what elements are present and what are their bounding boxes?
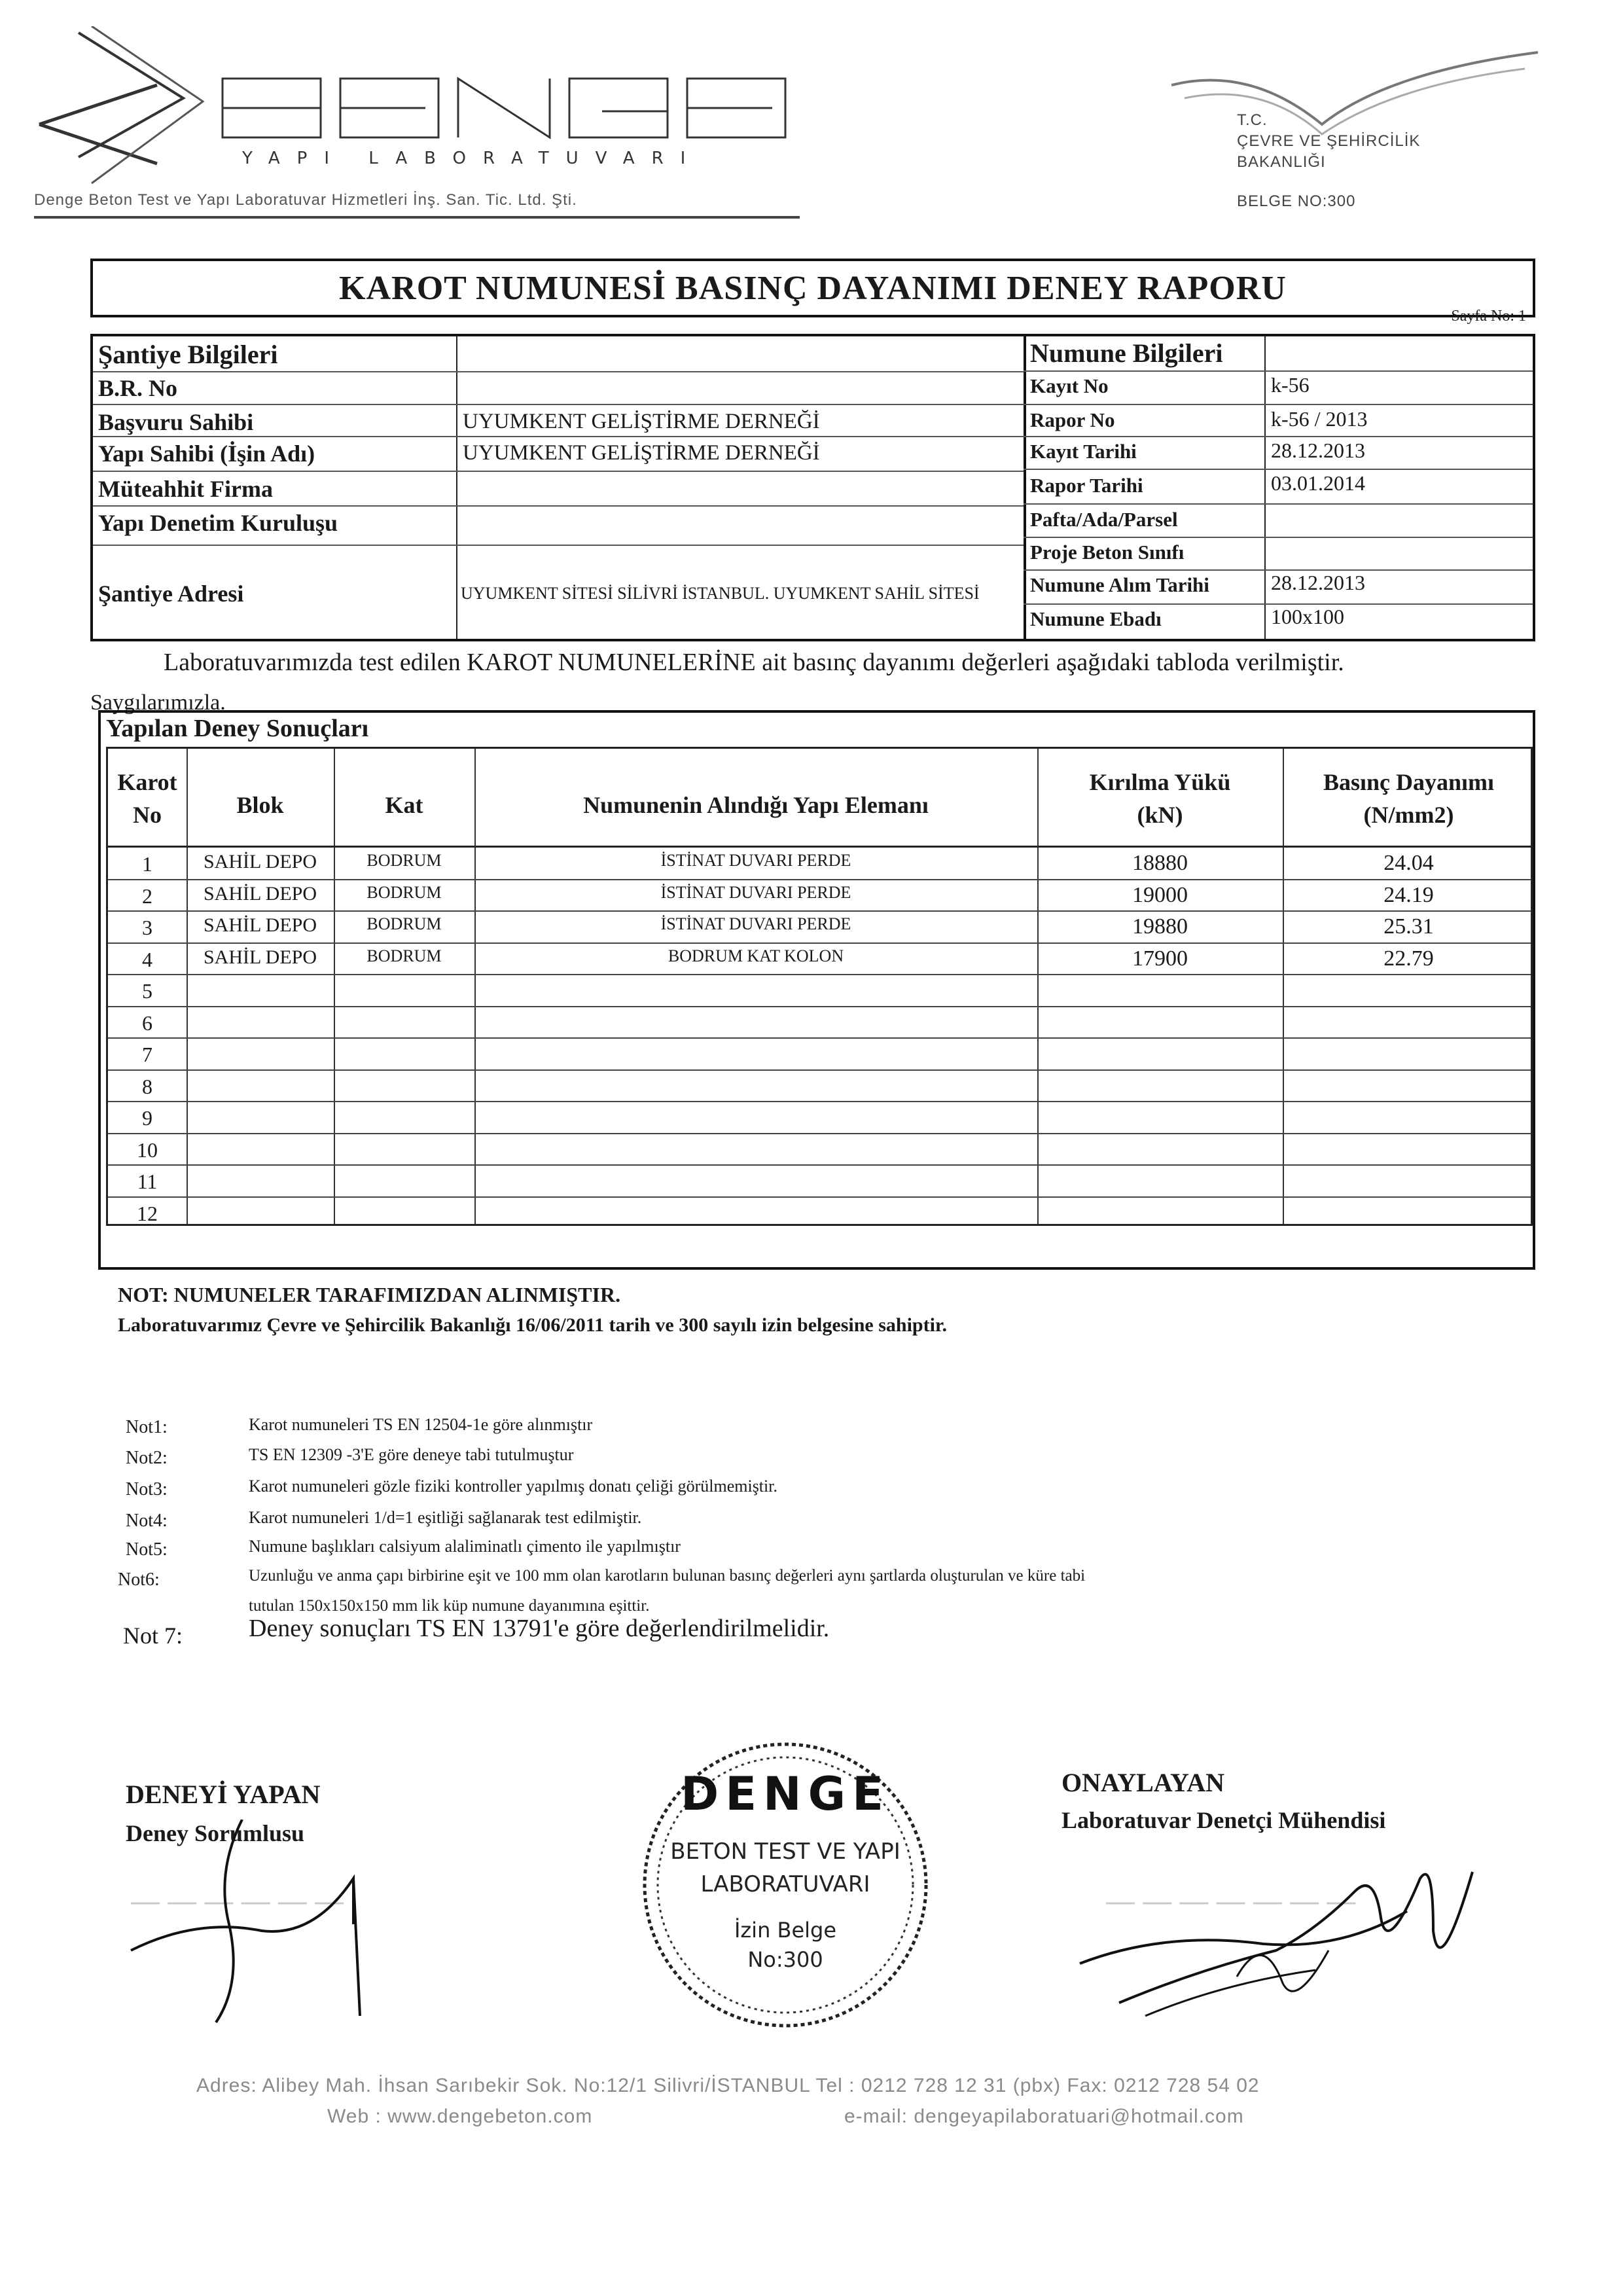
- tester-signature: [118, 1820, 406, 2029]
- site-label: Şantiye Adresi: [98, 581, 244, 607]
- row-line: [108, 974, 1531, 975]
- row-number: 7: [142, 1043, 152, 1066]
- row-number: 11: [137, 1170, 158, 1193]
- row-line: [108, 1133, 1531, 1134]
- cell-load: 19000: [1132, 882, 1188, 907]
- row-line: [1024, 537, 1533, 538]
- row-line: [108, 1196, 1531, 1198]
- stamp-word: DENGE: [681, 1767, 890, 1821]
- header-load: Kırılma Yükü (kN): [1089, 769, 1231, 828]
- cell-strength: 24.19: [1383, 882, 1434, 907]
- cell-element: İSTİNAT DUVARI PERDE: [660, 882, 851, 902]
- note-label: Not4:: [126, 1511, 168, 1531]
- note-label: Not2:: [126, 1448, 168, 1468]
- company-name: Denge Beton Test ve Yapı Laboratuvar Hizmetleri İnş. San. Tic. Ltd. Şti.: [34, 191, 577, 209]
- header-kat: Kat: [385, 792, 423, 818]
- row-line: [108, 1164, 1531, 1166]
- faded-seal-lines: — — — — — —: [131, 1885, 344, 1917]
- page-number: Sayfa No: 1: [1451, 308, 1526, 325]
- report-title-box: [90, 259, 1535, 317]
- tester-role: Deney Sorumlusu: [126, 1820, 305, 1846]
- note-text: Deney sonuçları TS EN 13791'e göre değerlendirilmelidir.: [249, 1615, 830, 1642]
- footer-web: Web : www.dengebeton.com: [327, 2106, 593, 2127]
- tester-title: DENEYİ YAPAN: [126, 1780, 321, 1809]
- ministry-line-3: BAKANLIĞI: [1237, 153, 1326, 171]
- info-divider: [1024, 336, 1026, 639]
- info-divider: [1264, 336, 1266, 639]
- col-line: [474, 749, 476, 1224]
- row-line: [1024, 469, 1533, 470]
- cell-strength: 25.31: [1383, 914, 1434, 939]
- row-number: 3: [142, 916, 152, 939]
- note-label: Not1:: [126, 1417, 168, 1437]
- results-grid: [106, 747, 1533, 1226]
- sample-label: Pafta/Ada/Parsel: [1030, 508, 1178, 531]
- note-label: Not6:: [118, 1570, 160, 1590]
- cell-element: İSTİNAT DUVARI PERDE: [660, 914, 851, 933]
- site-value: UYUMKENT GELİŞTİRME DERNEĞİ: [463, 441, 820, 465]
- row-line: [108, 1069, 1531, 1071]
- note-label: Not5:: [126, 1539, 168, 1560]
- info-table: [90, 334, 1535, 641]
- cell-blok: SAHİL DEPO: [203, 882, 317, 905]
- sample-label: Kayıt No: [1030, 374, 1109, 397]
- sample-label: Numune Alım Tarihi: [1030, 573, 1209, 596]
- row-number: 4: [142, 947, 152, 971]
- note-text: TS EN 12309 -3'E göre deneye tabi tutulmuştur: [249, 1445, 574, 1464]
- note-label: Not 7:: [123, 1623, 183, 1649]
- row-line: [108, 1101, 1531, 1102]
- lab-certificate-note: Laboratuvarımız Çevre ve Şehircilik Bakanlığı 16/06/2011 tarih ve 300 sayılı izin belgesine sahiptir.: [118, 1314, 947, 1336]
- site-info-heading: Şantiye Bilgileri: [98, 340, 278, 369]
- stamp-line-3: İzin Belge: [734, 1918, 837, 1943]
- stamp-line-1: BETON TEST VE YAPI: [670, 1839, 901, 1865]
- results-heading: Yapılan Deney Sonuçları: [106, 715, 369, 742]
- note-text: Uzunluğu ve anma çapı birbirine eşit ve 100 mm olan karotların bulunan basınç değerleri aynı şartlarda oluşturulan ve küre tabi: [249, 1567, 1086, 1585]
- row-line: [108, 1037, 1531, 1039]
- sample-label: Rapor No: [1030, 408, 1115, 431]
- sample-value: k-56 / 2013: [1271, 407, 1368, 431]
- ministry-logo: [1171, 39, 1538, 137]
- cell-load: 17900: [1132, 946, 1188, 971]
- sample-label: Proje Beton Sınıfı: [1030, 541, 1185, 564]
- note-text: Karot numuneleri TS EN 12504-1e göre alınmıştır: [249, 1415, 593, 1434]
- row-number: 9: [142, 1106, 152, 1130]
- row-line: [93, 404, 1024, 405]
- cell-kat: BODRUM: [366, 851, 442, 870]
- col-line: [334, 749, 335, 1224]
- sample-value: 28.12.2013: [1271, 439, 1365, 462]
- row-number: 8: [142, 1074, 152, 1098]
- row-line: [1024, 503, 1533, 505]
- site-label: Müteahhit Firma: [98, 476, 273, 502]
- row-line: [93, 545, 1024, 546]
- row-line: [93, 371, 1024, 372]
- site-label: Yapı Denetim Kuruluşu: [98, 510, 338, 536]
- sample-label: Kayıt Tarihi: [1030, 440, 1137, 463]
- row-line: [1024, 370, 1533, 372]
- site-label: Başvuru Sahibi: [98, 409, 254, 435]
- row-line: [1024, 404, 1533, 405]
- header-blok: Blok: [236, 792, 284, 818]
- approver-role: Laboratuvar Denetçi Mühendisi: [1061, 1807, 1386, 1833]
- cell-strength: 22.79: [1383, 946, 1434, 971]
- cell-element: İSTİNAT DUVARI PERDE: [660, 851, 851, 870]
- site-label: Yapı Sahibi (İşin Adı): [98, 440, 315, 467]
- samples-note: NOT: NUMUNELER TARAFIMIZDAN ALINMIŞTIR.: [118, 1283, 621, 1306]
- stamp-line-4: No:300: [747, 1947, 823, 1972]
- site-value: UYUMKENT SİTESİ SİLİVRİ İSTANBUL. UYUMKENT SAHİL SİTESİ: [461, 584, 980, 603]
- row-line: [108, 910, 1531, 912]
- intro-text: Laboratuvarımızda test edilen KAROT NUMUNELERİNE ait basınç dayanımı değerleri aşağıdaki tabloda verilmiştir.: [164, 649, 1344, 676]
- cell-blok: SAHİL DEPO: [203, 851, 317, 872]
- approver-signature: [1067, 1852, 1486, 2036]
- row-line: [93, 436, 1024, 437]
- ministry-line-1: T.C.: [1237, 111, 1268, 129]
- cell-blok: SAHİL DEPO: [203, 914, 317, 936]
- ministry-line-2: ÇEVRE VE ŞEHİRCİLİK: [1237, 132, 1421, 150]
- row-line: [108, 942, 1531, 944]
- row-number: 12: [137, 1201, 158, 1225]
- note-text-continued: tutulan 150x150x150 mm lik küp numune dayanımına eşittir.: [249, 1597, 650, 1615]
- row-line: [1024, 436, 1533, 437]
- approver-title: ONAYLAYAN: [1061, 1768, 1224, 1797]
- cell-kat: BODRUM: [366, 946, 442, 965]
- header-line: [108, 846, 1531, 848]
- laboratory-stamp: [635, 1734, 936, 2036]
- cell-kat: BODRUM: [366, 914, 442, 933]
- header-element: Numunenin Alındığı Yapı Elemanı: [583, 792, 929, 818]
- sample-value: 28.12.2013: [1271, 571, 1365, 594]
- regards-text: Saygılarımızla.: [90, 691, 226, 715]
- site-label: B.R. No: [98, 375, 178, 401]
- site-value: UYUMKENT GELİŞTİRME DERNEĞİ: [463, 410, 820, 433]
- cell-kat: BODRUM: [366, 882, 442, 902]
- row-number: 2: [142, 884, 152, 908]
- logo-tagline: YAPI LABORATUVARI: [242, 149, 703, 168]
- header-no: Karot No: [117, 769, 177, 828]
- row-number: 6: [142, 1011, 152, 1035]
- footer-address: Adres: Alibey Mah. İhsan Sarıbekir Sok. No:12/1 Silivri/İSTANBUL Tel : 0212 728 12 31 (pbx) Fax: 0212 728 54 02: [196, 2075, 1260, 2096]
- report-title: KAROT NUMUNESİ BASINÇ DAYANIMI DENEY RAPORU: [339, 269, 1287, 307]
- stamp-line-2: LABORATUVARI: [700, 1871, 870, 1897]
- faded-seal-lines: — — — — — — —: [1106, 1885, 1356, 1917]
- note-label: Not3:: [126, 1479, 168, 1499]
- footer-email: e-mail: dengeyapilaboratuari@hotmail.com: [844, 2106, 1244, 2127]
- ministry-certificate-no: BELGE NO:300: [1237, 192, 1356, 210]
- header-rule: [34, 216, 800, 219]
- sample-value: 100x100: [1271, 605, 1344, 628]
- note-text: Karot numuneleri 1/d=1 eşitliği sağlanarak test edilmiştir.: [249, 1508, 642, 1527]
- cell-strength: 24.04: [1383, 851, 1434, 875]
- sample-value: 03.01.2014: [1271, 471, 1365, 495]
- cell-element: BODRUM KAT KOLON: [668, 946, 844, 965]
- cell-load: 19880: [1132, 914, 1188, 939]
- sample-value: k-56: [1271, 373, 1310, 397]
- results-table: [98, 710, 1535, 1270]
- row-number: 5: [142, 979, 152, 1003]
- row-line: [108, 879, 1531, 880]
- row-line: [93, 471, 1024, 472]
- sample-label: Numune Ebadı: [1030, 607, 1162, 630]
- cell-load: 18880: [1132, 851, 1188, 875]
- sample-info-heading: Numune Bilgileri: [1030, 338, 1223, 368]
- row-number: 1: [142, 852, 152, 876]
- header-strength: Basınç Dayanımı (N/mm2): [1323, 769, 1495, 828]
- row-line: [93, 505, 1024, 507]
- sample-label: Rapor Tarihi: [1030, 474, 1143, 497]
- row-line: [108, 1006, 1531, 1007]
- row-number: 10: [137, 1138, 158, 1162]
- note-text: Karot numuneleri gözle fiziki kontroller yapılmış donatı çeliği görülmemiştir.: [249, 1477, 777, 1496]
- info-divider: [456, 336, 457, 639]
- cell-blok: SAHİL DEPO: [203, 946, 317, 968]
- note-text: Numune başlıkları calsiyum alaliminatlı çimento ile yapılmıştır: [249, 1537, 681, 1556]
